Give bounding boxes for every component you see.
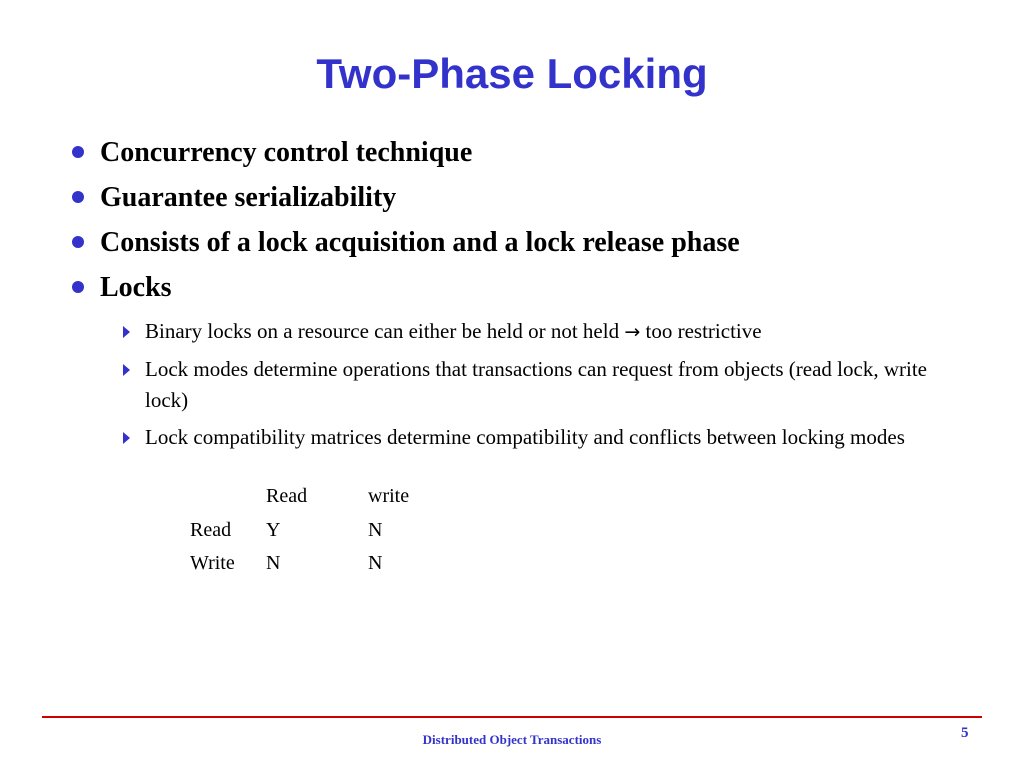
bullet-text: Locks bbox=[100, 272, 172, 303]
slide-title: Two-Phase Locking bbox=[316, 50, 708, 97]
bullet-item bbox=[72, 271, 972, 305]
bullet-dot-icon bbox=[72, 191, 84, 203]
triangle-right-icon bbox=[123, 326, 130, 338]
bullet-dot-icon bbox=[72, 281, 84, 293]
bullet-list bbox=[72, 136, 972, 459]
matrix-cell: N bbox=[368, 552, 383, 574]
sub-bullet-item bbox=[121, 354, 945, 416]
bullet-text: Guarantee serializability bbox=[100, 182, 397, 213]
sub-bullet-text: Binary locks on a resource can either be held or not held bbox=[145, 319, 620, 343]
bullet-item bbox=[72, 226, 972, 260]
sub-bullet-item bbox=[121, 422, 945, 453]
matrix-cell: N bbox=[368, 519, 383, 541]
bullet-dot-icon bbox=[72, 146, 84, 158]
matrix-row-label: Read bbox=[190, 519, 232, 541]
bullet-text: Consists of a lock acquisition and a lock release phase bbox=[100, 227, 740, 258]
footer-divider bbox=[42, 716, 982, 718]
sub-bullet-text: Lock modes determine operations that transactions can request from objects (read lock, write lock) bbox=[145, 357, 927, 412]
bullet-text: Concurrency control technique bbox=[100, 137, 473, 168]
bullet-item bbox=[72, 181, 972, 215]
page-number: 5 bbox=[961, 725, 969, 741]
triangle-right-icon bbox=[123, 432, 130, 444]
sub-bullet-list bbox=[121, 316, 972, 453]
matrix-row-label: Write bbox=[190, 552, 235, 574]
bullet-item bbox=[72, 136, 972, 170]
right-arrow-icon: → bbox=[624, 321, 641, 343]
matrix-col-header: Read bbox=[266, 485, 308, 507]
matrix-cell: N bbox=[266, 552, 281, 574]
bullet-dot-icon bbox=[72, 236, 84, 248]
sub-bullet-item bbox=[121, 316, 945, 348]
footer-text: Distributed Object Transactions bbox=[422, 732, 602, 747]
matrix-cell: Y bbox=[266, 519, 281, 541]
sub-bullet-text: Lock compatibility matrices determine compatibility and conflicts between locking modes bbox=[145, 425, 905, 449]
sub-bullet-text: too restrictive bbox=[645, 319, 762, 343]
matrix-col-header: write bbox=[368, 485, 410, 507]
triangle-right-icon bbox=[123, 364, 130, 376]
